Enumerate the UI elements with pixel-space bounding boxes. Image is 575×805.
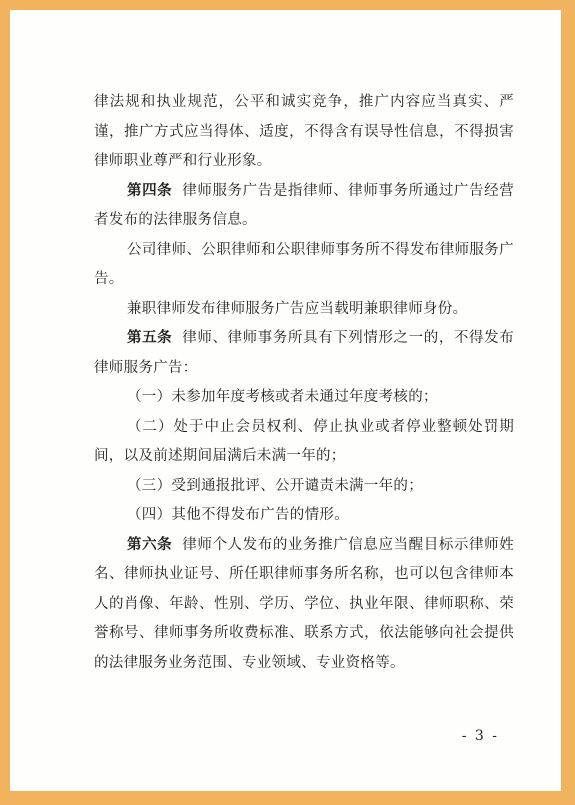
list-item [94,413,514,472]
paragraph-continuation [94,88,514,177]
article-6-paragraph [94,531,514,679]
paragraph-text: 律法规和执业规范，公平和诚实竞争，推广内容应当真实、严谨，推广方式应当得体、适度，不得含有误导性信息，不得损害律师职业尊严和行业形象。 [94,94,514,169]
paragraph-text: （二）处于中止会员权利、停止执业或者停业整顿处罚期间，以及前述期间届满后未满一年的； [94,418,514,464]
paragraph-text: 律师服务广告是指律师、律师事务所通过广告经营者发布的法律服务信息。 [94,182,514,228]
paragraph [94,295,514,325]
paragraph-text: 公司律师、公职律师和公职律师事务所不得发布律师服务广告。 [94,241,514,287]
document-body [94,88,514,678]
paragraph-text: 律师个人发布的业务推广信息应当醒目标示律师姓名、律师执业证号、所任职律师事务所名称，也可以包含律师本人的肖像、年龄、性别、学历、学位、执业年限、律师职称、荣誉称号、律师事务所收费标准、联系方式，依法能够向社会提供的法律服务业务范围、专业领域、专业资格等。 [94,536,514,671]
list-item [94,472,514,502]
list-item [94,501,514,531]
paragraph-text: 律师、律师事务所具有下列情形之一的，不得发布律师服务广告： [94,330,514,376]
article-4-paragraph [94,177,514,236]
paragraph-text: （一）未参加年度考核或者未通过年度考核的； [127,389,438,405]
paragraph-text: 兼职律师发布律师服务广告应当载明兼职律师身份。 [127,300,468,317]
article-heading: 第五条 [127,330,173,346]
list-item [94,383,514,413]
document-page [10,10,561,791]
paragraph-text: （四）其他不得发布广告的情形。 [127,507,349,523]
article-5-paragraph [94,324,514,383]
paragraph [94,236,514,295]
page-number: - 3 - [461,728,499,744]
paragraph-text: （三）受到通报批评、公开谴责未满一年的； [127,477,423,494]
article-heading: 第四条 [127,182,173,199]
article-heading: 第六条 [127,536,173,553]
